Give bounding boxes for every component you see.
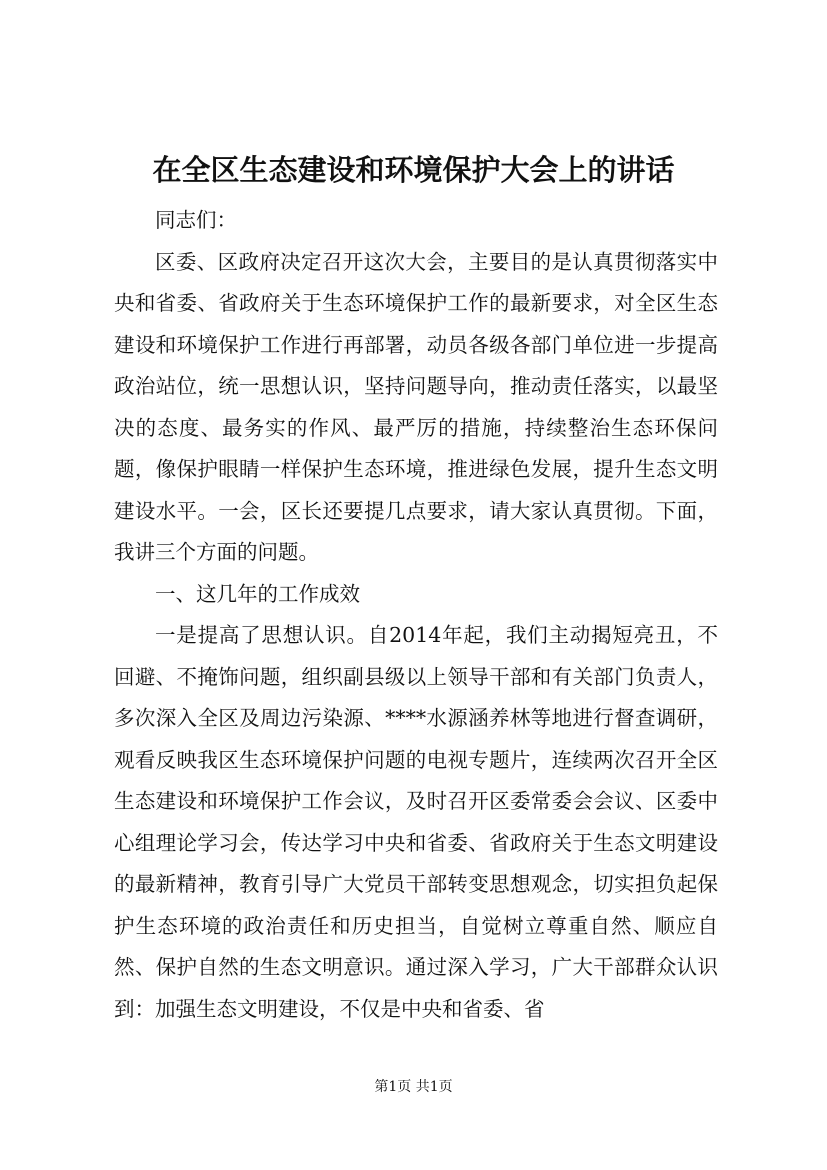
paragraph-achievements: 一是提高了思想认识。自2014年起，我们主动揭短亮丑，不回避、不掩饰问题，组织副县级以上领导干部和有关部门负责人，多次深入全区及周边污染源、****水源涵养林等地进行督查调研，观看反映我区生态环境保护问题的电视专题片，连续两次召开全区生态建设和环境保护工作会议，及时召开区委常委会会议、区委中心组理论学习会，传达学习中央和省委、省政府关于生态文明建设的最新精神，教育引导广大党员干部转变思想观念，切实担负起保护生态环境的政治责任和历史担当，自觉树立尊重自然、顺应自然、保护自然的生态文明意识。通过深入学习，广大干部群众认识到：加强生态文明建设，不仅是中央和省委、省 [114, 623, 718, 1021]
document-body [114, 200, 718, 1030]
greeting: 同志们： [155, 208, 237, 232]
section-heading: 一、这几年的工作成效 [155, 581, 360, 606]
page-footer: 第1页 共1页 [374, 1079, 453, 1095]
paragraph-intro: 区委、区政府决定召开这次大会，主要目的是认真贯彻落实中央和省委、省政府关于生态环境保护工作的最新要求，对全区生态建设和环境保护工作进行再部署，动员各级各部门单位进一步提高政治站位，统一思想认识，坚持问题导向，推动责任落实，以最坚决的态度、最务实的作风、最严厉的措施，持续整治生态环保问题，像保护眼睛一样保护生态环境，推进绿色发展，提升生态文明建设水平。一会，区长还要提几点要求，请大家认真贯彻。下面，我讲三个方面的问题。 [114, 249, 718, 564]
document-title: 在全区生态建设和环境保护大会上的讲话 [152, 153, 675, 187]
